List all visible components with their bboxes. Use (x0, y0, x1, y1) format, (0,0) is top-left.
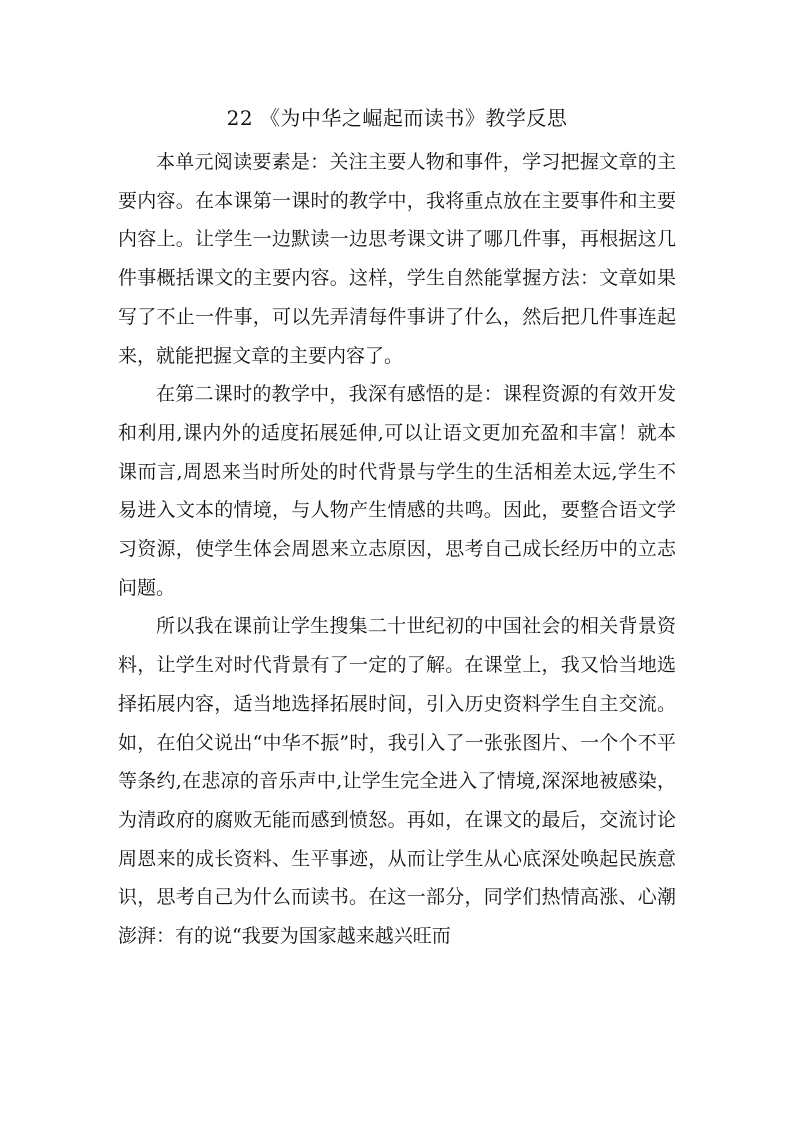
paragraph-background-materials: 所以我在课前让学生搜集二十世纪初的中国社会的相关背景资料，让学生对时代背景有了一定的了解。在课堂上，我又恰当地选择拓展内容，适当地选择拓展时间，引入历史资料学生自主交流。如，在伯父说出“中华不振”时，我引入了一张张图片、一个个不平等条约,在悲凉的音乐声中,让学生完全进入了情境,深深地被感染，为清政府的腐败无能而感到愤怒。再如，在课文的最后，交流讨论周恩来的成长资料、生平事迹，从而让学生从心底深处唤起民族意识，思考自己为什么而读书。在这一部分，同学们热情高涨、心潮澎湃：有的说“我要为国家越来越兴旺而 (118, 615, 676, 948)
paragraph-reading-elements: 本单元阅读要素是：关注主要人物和事件，学习把握文章的主要内容。在本课第一课时的教学中，我将重点放在主要事件和主要内容上。让学生一边默读一边思考课文讲了哪几件事，再根据这几件事概括课文的主要内容。这样，学生自然能掌握方法：文章如果写了不止一件事，可以先弄清每件事讲了什么，然后把几件事连起来，就能把握文章的主要内容了。 (118, 151, 676, 367)
document-title: 22 《为中华之崛起而读书》教学反思 (226, 106, 568, 130)
document-body (118, 143, 676, 956)
paragraph-second-lesson: 在第二课时的教学中，我深有感悟的是：课程资源的有效开发和利用,课内外的适度拓展延伸,可以让语文更加充盈和丰富！就本课而言,周恩来当时所处的时代背景与学生的生活相差太远,学生不易进入文本的情境，与人物产生情感的共鸣。因此，要整合语文学习资源，使学生体会周恩来立志原因，思考自己成长经历中的立志问题。 (118, 383, 676, 599)
